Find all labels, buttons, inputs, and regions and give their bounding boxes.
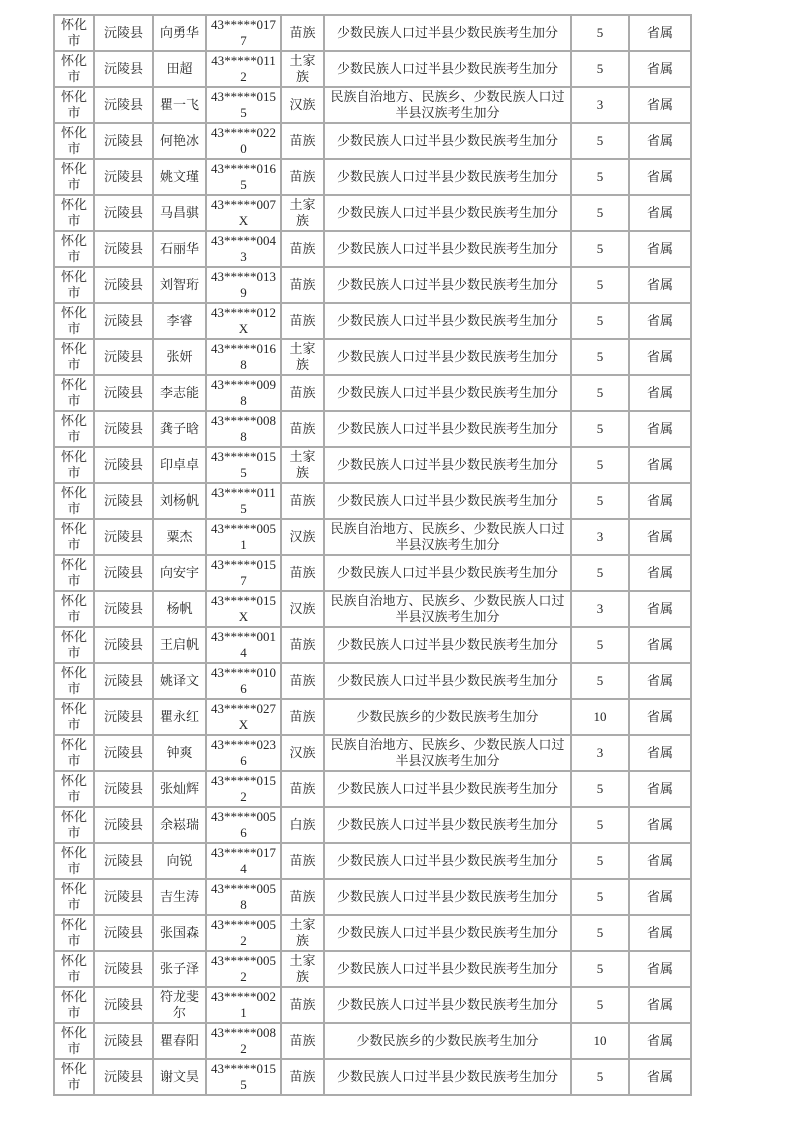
table-row (54, 735, 691, 771)
cell-city: 怀化市 (54, 915, 94, 951)
cell-bonus-reason: 少数民族人口过半县少数民族考生加分 (324, 663, 571, 699)
cell-ethnicity: 汉族 (281, 591, 324, 627)
cell-bonus-points: 5 (571, 663, 629, 699)
cell-bonus-points: 3 (571, 519, 629, 555)
cell-candidate-name: 刘杨帆 (153, 483, 206, 519)
cell-city: 怀化市 (54, 987, 94, 1023)
cell-bonus-reason: 少数民族人口过半县少数民族考生加分 (324, 771, 571, 807)
cell-masked-id: 43*****015X (206, 591, 281, 627)
cell-county: 沅陵县 (94, 627, 153, 663)
cell-bonus-points: 5 (571, 123, 629, 159)
cell-ethnicity: 白族 (281, 807, 324, 843)
table-row (54, 699, 691, 735)
cell-city: 怀化市 (54, 123, 94, 159)
cell-bonus-reason: 民族自治地方、民族乡、少数民族人口过半县汉族考生加分 (324, 519, 571, 555)
cell-county: 沅陵县 (94, 195, 153, 231)
table-row (54, 1059, 691, 1095)
cell-candidate-name: 余崧瑞 (153, 807, 206, 843)
cell-city: 怀化市 (54, 735, 94, 771)
cell-bonus-points: 5 (571, 771, 629, 807)
table-row (54, 123, 691, 159)
cell-affiliation: 省属 (629, 51, 691, 87)
cell-bonus-points: 5 (571, 483, 629, 519)
table-row (54, 303, 691, 339)
cell-affiliation: 省属 (629, 555, 691, 591)
cell-bonus-reason: 少数民族人口过半县少数民族考生加分 (324, 51, 571, 87)
cell-county: 沅陵县 (94, 159, 153, 195)
cell-candidate-name: 姚译文 (153, 663, 206, 699)
cell-affiliation: 省属 (629, 267, 691, 303)
cell-candidate-name: 李志能 (153, 375, 206, 411)
cell-bonus-reason: 少数民族乡的少数民族考生加分 (324, 699, 571, 735)
cell-affiliation: 省属 (629, 447, 691, 483)
cell-ethnicity: 苗族 (281, 123, 324, 159)
cell-affiliation: 省属 (629, 339, 691, 375)
cell-city: 怀化市 (54, 1059, 94, 1095)
cell-bonus-reason: 少数民族人口过半县少数民族考生加分 (324, 411, 571, 447)
cell-city: 怀化市 (54, 231, 94, 267)
cell-ethnicity: 土家族 (281, 339, 324, 375)
cell-bonus-points: 5 (571, 375, 629, 411)
cell-affiliation: 省属 (629, 591, 691, 627)
cell-affiliation: 省属 (629, 1059, 691, 1095)
cell-bonus-reason: 少数民族人口过半县少数民族考生加分 (324, 483, 571, 519)
cell-masked-id: 43*****0115 (206, 483, 281, 519)
cell-city: 怀化市 (54, 87, 94, 123)
cell-bonus-points: 5 (571, 627, 629, 663)
cell-ethnicity: 苗族 (281, 771, 324, 807)
cell-county: 沅陵县 (94, 267, 153, 303)
cell-ethnicity: 苗族 (281, 627, 324, 663)
cell-ethnicity: 苗族 (281, 411, 324, 447)
cell-masked-id: 43*****0043 (206, 231, 281, 267)
cell-ethnicity: 苗族 (281, 159, 324, 195)
cell-bonus-points: 3 (571, 87, 629, 123)
cell-county: 沅陵县 (94, 483, 153, 519)
cell-ethnicity: 土家族 (281, 447, 324, 483)
table-row (54, 951, 691, 987)
cell-bonus-points: 5 (571, 1059, 629, 1095)
table-row (54, 771, 691, 807)
cell-masked-id: 43*****0155 (206, 87, 281, 123)
cell-affiliation: 省属 (629, 483, 691, 519)
cell-city: 怀化市 (54, 447, 94, 483)
cell-candidate-name: 向勇华 (153, 15, 206, 51)
cell-affiliation: 省属 (629, 663, 691, 699)
cell-candidate-name: 何艳冰 (153, 123, 206, 159)
cell-affiliation: 省属 (629, 123, 691, 159)
cell-bonus-points: 5 (571, 267, 629, 303)
cell-city: 怀化市 (54, 159, 94, 195)
table-row (54, 267, 691, 303)
cell-masked-id: 43*****0112 (206, 51, 281, 87)
cell-city: 怀化市 (54, 519, 94, 555)
cell-masked-id: 43*****0165 (206, 159, 281, 195)
cell-bonus-reason: 少数民族人口过半县少数民族考生加分 (324, 1059, 571, 1095)
cell-county: 沅陵县 (94, 519, 153, 555)
cell-county: 沅陵县 (94, 663, 153, 699)
cell-masked-id: 43*****0106 (206, 663, 281, 699)
cell-affiliation: 省属 (629, 627, 691, 663)
table-row (54, 915, 691, 951)
cell-county: 沅陵县 (94, 15, 153, 51)
cell-county: 沅陵县 (94, 51, 153, 87)
cell-county: 沅陵县 (94, 843, 153, 879)
cell-affiliation: 省属 (629, 843, 691, 879)
cell-bonus-reason: 少数民族人口过半县少数民族考生加分 (324, 159, 571, 195)
table-row (54, 87, 691, 123)
table-row (54, 555, 691, 591)
cell-affiliation: 省属 (629, 87, 691, 123)
bonus-list-table (53, 14, 692, 1096)
cell-masked-id: 43*****0014 (206, 627, 281, 663)
cell-ethnicity: 土家族 (281, 195, 324, 231)
table-row (54, 1023, 691, 1059)
cell-bonus-reason: 少数民族人口过半县少数民族考生加分 (324, 195, 571, 231)
cell-masked-id: 43*****0139 (206, 267, 281, 303)
cell-masked-id: 43*****0174 (206, 843, 281, 879)
cell-candidate-name: 王启帆 (153, 627, 206, 663)
cell-city: 怀化市 (54, 879, 94, 915)
cell-affiliation: 省属 (629, 411, 691, 447)
cell-masked-id: 43*****0051 (206, 519, 281, 555)
cell-affiliation: 省属 (629, 699, 691, 735)
cell-county: 沅陵县 (94, 735, 153, 771)
cell-ethnicity: 苗族 (281, 303, 324, 339)
cell-candidate-name: 石丽华 (153, 231, 206, 267)
cell-candidate-name: 张国森 (153, 915, 206, 951)
cell-city: 怀化市 (54, 699, 94, 735)
cell-candidate-name: 李睿 (153, 303, 206, 339)
cell-bonus-points: 5 (571, 555, 629, 591)
table-body (54, 15, 691, 1095)
cell-masked-id: 43*****0052 (206, 951, 281, 987)
cell-masked-id: 43*****027X (206, 699, 281, 735)
cell-masked-id: 43*****0098 (206, 375, 281, 411)
cell-candidate-name: 钟爽 (153, 735, 206, 771)
cell-affiliation: 省属 (629, 735, 691, 771)
cell-bonus-reason: 少数民族人口过半县少数民族考生加分 (324, 843, 571, 879)
table-row (54, 195, 691, 231)
cell-affiliation: 省属 (629, 375, 691, 411)
cell-masked-id: 43*****0056 (206, 807, 281, 843)
cell-masked-id: 43*****0168 (206, 339, 281, 375)
cell-county: 沅陵县 (94, 231, 153, 267)
cell-masked-id: 43*****0155 (206, 447, 281, 483)
cell-bonus-points: 5 (571, 51, 629, 87)
cell-county: 沅陵县 (94, 447, 153, 483)
cell-city: 怀化市 (54, 339, 94, 375)
cell-city: 怀化市 (54, 807, 94, 843)
cell-candidate-name: 符龙斐尔 (153, 987, 206, 1023)
cell-bonus-points: 5 (571, 15, 629, 51)
table-row (54, 159, 691, 195)
cell-bonus-reason: 少数民族人口过半县少数民族考生加分 (324, 879, 571, 915)
cell-ethnicity: 苗族 (281, 699, 324, 735)
cell-ethnicity: 苗族 (281, 663, 324, 699)
cell-bonus-points: 5 (571, 807, 629, 843)
cell-city: 怀化市 (54, 627, 94, 663)
cell-city: 怀化市 (54, 375, 94, 411)
cell-affiliation: 省属 (629, 771, 691, 807)
cell-city: 怀化市 (54, 663, 94, 699)
cell-ethnicity: 苗族 (281, 15, 324, 51)
cell-county: 沅陵县 (94, 1059, 153, 1095)
cell-city: 怀化市 (54, 195, 94, 231)
cell-city: 怀化市 (54, 15, 94, 51)
cell-affiliation: 省属 (629, 1023, 691, 1059)
table-row (54, 447, 691, 483)
cell-ethnicity: 土家族 (281, 915, 324, 951)
cell-masked-id: 43*****0157 (206, 555, 281, 591)
cell-masked-id: 43*****0058 (206, 879, 281, 915)
cell-county: 沅陵县 (94, 699, 153, 735)
cell-county: 沅陵县 (94, 771, 153, 807)
cell-candidate-name: 刘智珩 (153, 267, 206, 303)
cell-bonus-reason: 少数民族乡的少数民族考生加分 (324, 1023, 571, 1059)
cell-masked-id: 43*****0021 (206, 987, 281, 1023)
cell-county: 沅陵县 (94, 339, 153, 375)
cell-county: 沅陵县 (94, 555, 153, 591)
table-row (54, 591, 691, 627)
cell-county: 沅陵县 (94, 951, 153, 987)
cell-masked-id: 43*****0082 (206, 1023, 281, 1059)
cell-bonus-points: 5 (571, 879, 629, 915)
table-row (54, 339, 691, 375)
cell-candidate-name: 姚文瑾 (153, 159, 206, 195)
cell-city: 怀化市 (54, 303, 94, 339)
table-row (54, 843, 691, 879)
cell-masked-id: 43*****0220 (206, 123, 281, 159)
table-row (54, 807, 691, 843)
cell-masked-id: 43*****0052 (206, 915, 281, 951)
cell-bonus-reason: 少数民族人口过半县少数民族考生加分 (324, 555, 571, 591)
cell-candidate-name: 瞿一飞 (153, 87, 206, 123)
cell-city: 怀化市 (54, 771, 94, 807)
cell-bonus-points: 5 (571, 915, 629, 951)
cell-affiliation: 省属 (629, 519, 691, 555)
cell-bonus-points: 5 (571, 987, 629, 1023)
cell-ethnicity: 汉族 (281, 735, 324, 771)
cell-bonus-points: 5 (571, 195, 629, 231)
cell-masked-id: 43*****0088 (206, 411, 281, 447)
cell-county: 沅陵县 (94, 879, 153, 915)
cell-city: 怀化市 (54, 843, 94, 879)
cell-bonus-reason: 民族自治地方、民族乡、少数民族人口过半县汉族考生加分 (324, 87, 571, 123)
cell-candidate-name: 田超 (153, 51, 206, 87)
cell-ethnicity: 苗族 (281, 555, 324, 591)
table-row (54, 231, 691, 267)
cell-county: 沅陵县 (94, 123, 153, 159)
cell-bonus-points: 3 (571, 591, 629, 627)
table-row (54, 987, 691, 1023)
cell-candidate-name: 印卓卓 (153, 447, 206, 483)
cell-county: 沅陵县 (94, 375, 153, 411)
cell-affiliation: 省属 (629, 807, 691, 843)
cell-county: 沅陵县 (94, 807, 153, 843)
cell-candidate-name: 马昌骐 (153, 195, 206, 231)
cell-bonus-points: 3 (571, 735, 629, 771)
cell-bonus-points: 5 (571, 339, 629, 375)
cell-candidate-name: 张灿辉 (153, 771, 206, 807)
cell-ethnicity: 苗族 (281, 231, 324, 267)
cell-bonus-reason: 少数民族人口过半县少数民族考生加分 (324, 375, 571, 411)
cell-ethnicity: 苗族 (281, 1059, 324, 1095)
cell-bonus-reason: 少数民族人口过半县少数民族考生加分 (324, 915, 571, 951)
cell-affiliation: 省属 (629, 987, 691, 1023)
cell-bonus-reason: 少数民族人口过半县少数民族考生加分 (324, 231, 571, 267)
cell-bonus-points: 5 (571, 159, 629, 195)
table-row (54, 519, 691, 555)
cell-masked-id: 43*****012X (206, 303, 281, 339)
cell-candidate-name: 龚子晗 (153, 411, 206, 447)
cell-bonus-reason: 少数民族人口过半县少数民族考生加分 (324, 303, 571, 339)
cell-ethnicity: 汉族 (281, 519, 324, 555)
cell-candidate-name: 粟杰 (153, 519, 206, 555)
cell-masked-id: 43*****0177 (206, 15, 281, 51)
table-row (54, 411, 691, 447)
cell-bonus-reason: 少数民族人口过半县少数民族考生加分 (324, 15, 571, 51)
cell-candidate-name: 向锐 (153, 843, 206, 879)
cell-bonus-points: 10 (571, 699, 629, 735)
cell-county: 沅陵县 (94, 591, 153, 627)
cell-affiliation: 省属 (629, 195, 691, 231)
cell-ethnicity: 汉族 (281, 87, 324, 123)
cell-affiliation: 省属 (629, 159, 691, 195)
cell-bonus-points: 10 (571, 1023, 629, 1059)
cell-city: 怀化市 (54, 51, 94, 87)
cell-candidate-name: 杨帆 (153, 591, 206, 627)
cell-candidate-name: 瞿永红 (153, 699, 206, 735)
cell-candidate-name: 吉生涛 (153, 879, 206, 915)
cell-candidate-name: 张妍 (153, 339, 206, 375)
table-row (54, 663, 691, 699)
cell-bonus-points: 5 (571, 447, 629, 483)
table-row (54, 483, 691, 519)
cell-bonus-reason: 少数民族人口过半县少数民族考生加分 (324, 987, 571, 1023)
cell-city: 怀化市 (54, 591, 94, 627)
cell-county: 沅陵县 (94, 987, 153, 1023)
cell-bonus-points: 5 (571, 951, 629, 987)
cell-bonus-reason: 民族自治地方、民族乡、少数民族人口过半县汉族考生加分 (324, 735, 571, 771)
cell-county: 沅陵县 (94, 411, 153, 447)
table-row (54, 879, 691, 915)
cell-bonus-reason: 少数民族人口过半县少数民族考生加分 (324, 339, 571, 375)
cell-bonus-reason: 少数民族人口过半县少数民族考生加分 (324, 447, 571, 483)
cell-bonus-reason: 少数民族人口过半县少数民族考生加分 (324, 951, 571, 987)
cell-ethnicity: 苗族 (281, 987, 324, 1023)
cell-affiliation: 省属 (629, 915, 691, 951)
cell-county: 沅陵县 (94, 87, 153, 123)
cell-city: 怀化市 (54, 411, 94, 447)
table-row (54, 627, 691, 663)
cell-affiliation: 省属 (629, 951, 691, 987)
cell-affiliation: 省属 (629, 15, 691, 51)
cell-city: 怀化市 (54, 951, 94, 987)
cell-ethnicity: 苗族 (281, 483, 324, 519)
cell-masked-id: 43*****0155 (206, 1059, 281, 1095)
cell-ethnicity: 土家族 (281, 51, 324, 87)
table-row (54, 51, 691, 87)
cell-bonus-reason: 少数民族人口过半县少数民族考生加分 (324, 807, 571, 843)
cell-county: 沅陵县 (94, 303, 153, 339)
table-row (54, 15, 691, 51)
cell-ethnicity: 苗族 (281, 1023, 324, 1059)
cell-bonus-reason: 民族自治地方、民族乡、少数民族人口过半县汉族考生加分 (324, 591, 571, 627)
cell-candidate-name: 瞿春阳 (153, 1023, 206, 1059)
cell-bonus-points: 5 (571, 303, 629, 339)
cell-affiliation: 省属 (629, 879, 691, 915)
cell-masked-id: 43*****007X (206, 195, 281, 231)
cell-county: 沅陵县 (94, 915, 153, 951)
cell-candidate-name: 张子泽 (153, 951, 206, 987)
cell-ethnicity: 苗族 (281, 267, 324, 303)
cell-ethnicity: 苗族 (281, 843, 324, 879)
cell-bonus-points: 5 (571, 411, 629, 447)
cell-affiliation: 省属 (629, 303, 691, 339)
cell-city: 怀化市 (54, 555, 94, 591)
cell-city: 怀化市 (54, 267, 94, 303)
cell-county: 沅陵县 (94, 1023, 153, 1059)
cell-city: 怀化市 (54, 483, 94, 519)
cell-ethnicity: 苗族 (281, 879, 324, 915)
cell-bonus-points: 5 (571, 843, 629, 879)
cell-candidate-name: 谢文昊 (153, 1059, 206, 1095)
table-row (54, 375, 691, 411)
cell-masked-id: 43*****0236 (206, 735, 281, 771)
cell-bonus-reason: 少数民族人口过半县少数民族考生加分 (324, 627, 571, 663)
cell-masked-id: 43*****0152 (206, 771, 281, 807)
cell-candidate-name: 向安宇 (153, 555, 206, 591)
cell-affiliation: 省属 (629, 231, 691, 267)
cell-city: 怀化市 (54, 1023, 94, 1059)
cell-ethnicity: 苗族 (281, 375, 324, 411)
cell-ethnicity: 土家族 (281, 951, 324, 987)
cell-bonus-reason: 少数民族人口过半县少数民族考生加分 (324, 267, 571, 303)
cell-bonus-reason: 少数民族人口过半县少数民族考生加分 (324, 123, 571, 159)
cell-bonus-points: 5 (571, 231, 629, 267)
